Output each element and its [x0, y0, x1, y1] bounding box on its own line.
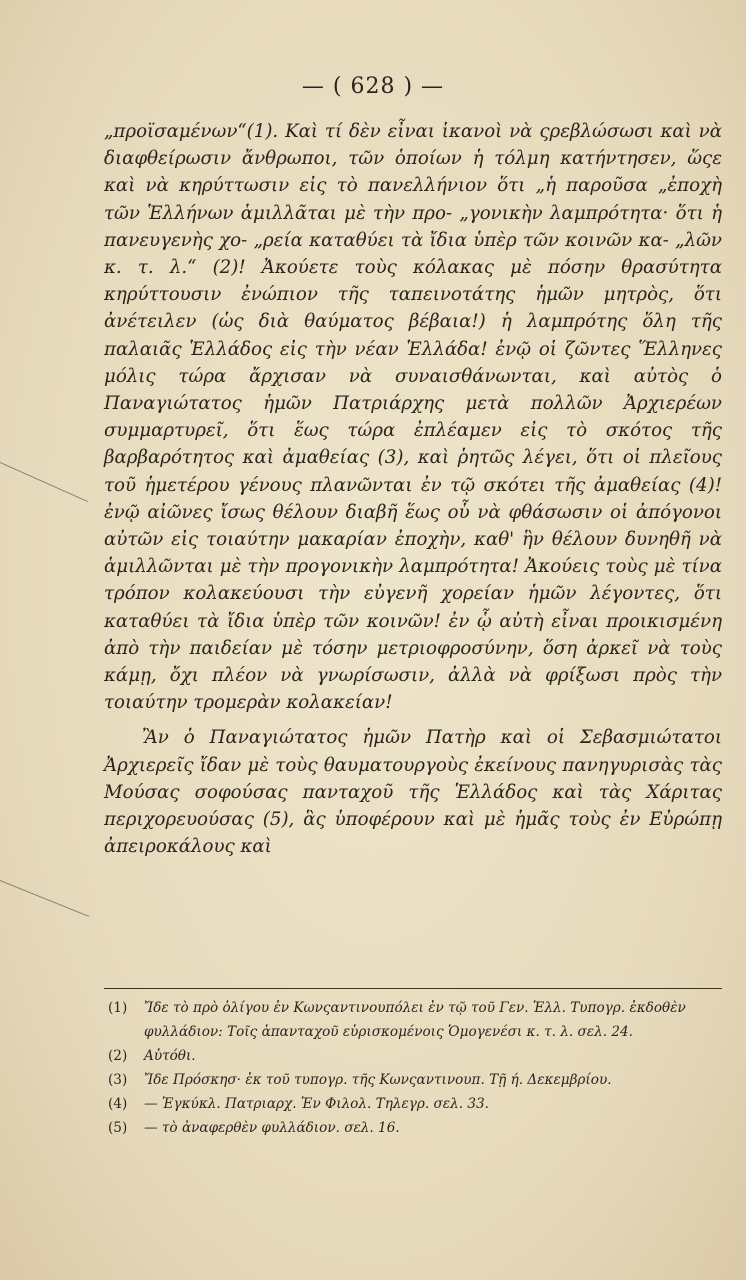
footnote: [108, 1092, 722, 1116]
footnote-text: Ἴδε Πρόσκησ· ἐκ τοῦ τυπογρ. τῆς Κωνςαντινουπ. Τῇ ή. Δεκεμβρίου.: [144, 1072, 612, 1088]
footnote-number: (2): [108, 1048, 128, 1064]
footnote: [108, 1044, 722, 1068]
footnote-number: (3): [108, 1072, 128, 1088]
footnote: [108, 1068, 722, 1092]
page-edge-mark: [0, 880, 89, 917]
footnote-text: Αὐτόθι.: [144, 1048, 196, 1064]
page-number: — ( 628 ) —: [301, 74, 445, 99]
footnote: [108, 1116, 722, 1140]
paragraph: Ἂν ὁ Παναγιώτατος ἡμῶν Πατὴρ καὶ οἱ Σεβασμιώτατοι Ἀρχιερεῖς ἴδαν μὲ τοὺς θαυματουργοὺς ἐκείνους πανηγυρισὰς τὰς Μούσας σοφούσας πανταχοῦ τῆς Ἑλλάδος καὶ τὰς Χάριτας περιχορευούσας (5), ἃς ὑποφέρουν καὶ μὲ ἡμᾶς τοὺς ἐν Εὐρώπῃ ἀπειροκάλους καὶ: [104, 727, 722, 858]
page-header: [0, 74, 746, 99]
paragraph: „προϊσαμένων“(1). Καὶ τί δὲν εἶναι ἱκανοὶ νὰ ςρεβλώσωσι καὶ νὰ διαφθείρωσιν ἄνθρωποι, τῶν ὁποίων ἡ τόλμη κατήντησεν, ὥςε καὶ νὰ κηρύττωσιν εἰς τὸ πανελλήνιον ὅτι „ἡ παροῦσα „ἐποχὴ τῶν Ἑλλήνων ἁμιλλᾶται μὲ τὴν προ- „γονικὴν λαμπρότητα· ὅτι ἡ πανευγενὴς χο- „ρεία καταθύει τὰ ἴδια ὑπὲρ τῶν κοινῶν κα- „λῶν κ. τ. λ.“ (2)! Ἀκούετε τοὺς κόλακας μὲ πόσην θρασύτητα κηρύττουσιν ἐνώπιον τῆς ταπεινοτάτης ἡμῶν μητρὸς, ὅτι ἀνέτειλεν (ὡς διὰ θαύματος βέβαια!) ἡ λαμπρότης ὅλη τῆς παλαιᾶς Ἑλλάδος εἰς τὴν νέαν Ἑλλάδα! ἐνῷ οἱ ζῶντες Ἕλληνες μόλις τώρα ἄρχισαν νὰ συναισθάνωνται, καὶ αὐτὸς ὁ Παναγιώτατος ἡμῶν Πατριάρχης μετὰ πολλῶν Ἀρχιερέων συμμαρτυρεῖ, ὅτι ἕως τώρα ἐπλέαμεν εἰς τὸ σκότος τῆς βαρβαρότητος καὶ ἀμαθείας (3), καὶ ῥητῶς λέγει, ὅτι οἱ πλεῖους τοῦ ἡμετέρου γένους πλανῶνται ἐν τῷ σκότει τῆς ἀμαθείας (4)! ἐνῷ αἰῶνες ἴσως θέλουν διαβῆ ἕως οὗ νὰ φθάσωσιν οἱ ἀπόγονοι αὐτῶν εἰς τοιαύτην μακαρίαν ἐποχὴν, καθ' ἣν θέλουν δυνηθῆ νὰ ἁμιλλῶνται μὲ τὴν προγονικὴν λαμπρότητα! Ἀκούεις τοὺς μὲ τίνα τρόπον κολακεύουσι τὴν εὐγενῆ χορείαν ἡμῶν λέγοντες, ὅτι καταθύει τὰ ἴδια ὑπὲρ τῶν κοινῶν! ἐν ᾧ αὐτὴ εἶναι προικισμένη ἀπὸ τὴν παιδείαν μὲ τόσην μετριοφροσύνην, ὅση ἀρκεῖ νὰ τοὺς κάμῃ, ὄχι πλέον νὰ γνωρίσωσιν, ἀλλὰ νὰ φρίξωσι πρὸς τὴν τοιαύτην τρομερὰν κολακείαν!: [104, 121, 722, 714]
main-text: [104, 118, 722, 860]
footnote-separator: [104, 988, 722, 989]
footnote-text: Ἴδε τὸ πρὸ ὀλίγου ἐν Κωνςαντινουπόλει ἐν τῷ τοῦ Γεν. Ἑλλ. Τυπογρ. ἐκδοθὲν φυλλάδιον: Τοῖς ἁπανταχοῦ εὑρισκομένοις Ὁμογενέσι κ. τ. λ. σελ. 24.: [144, 1000, 686, 1040]
footnote-number: (1): [108, 1000, 128, 1016]
footnote-number: (4): [108, 1096, 128, 1112]
footnote-number: (5): [108, 1120, 128, 1136]
footnote-text: — Ἐγκύκλ. Πατριαρχ. Ἐν Φιλολ. Τηλεγρ. σελ. 33.: [144, 1096, 489, 1112]
page-edge-mark: [0, 462, 88, 502]
footnote: [108, 996, 722, 1044]
footnote-text: — τὸ ἀναφερθὲν φυλλάδιον. σελ. 16.: [144, 1120, 400, 1136]
footnotes: [108, 996, 722, 1140]
